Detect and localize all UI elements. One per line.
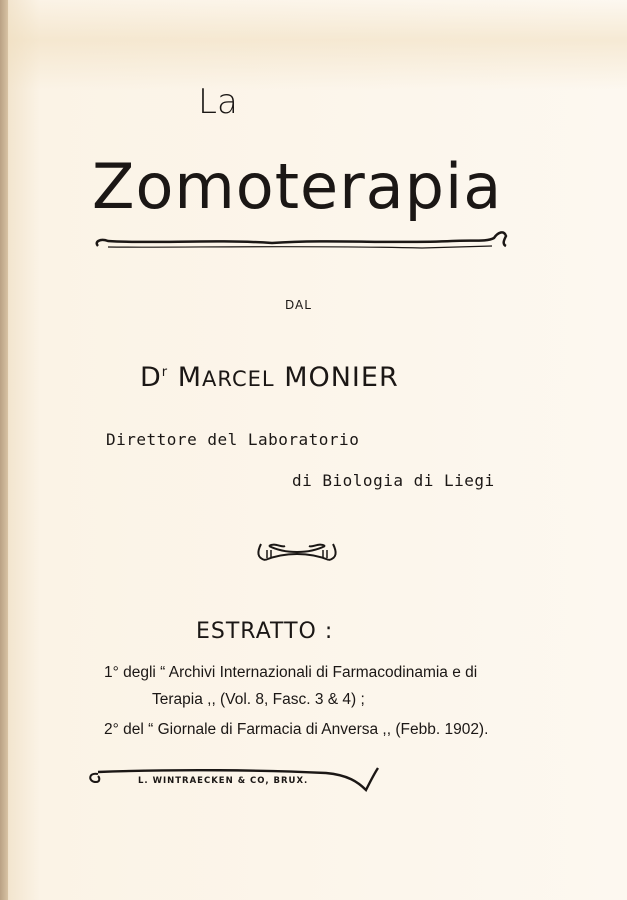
by-label: DAL	[285, 298, 312, 312]
affiliation-line-2: di Biologia di Liegi	[292, 471, 495, 490]
author-prefix-sup: r	[161, 365, 169, 380]
page-edge	[0, 0, 8, 900]
page-title: Zomoterapia	[92, 150, 503, 223]
citation-1-line-2: Terapia ,, (Vol. 8, Fasc. 3 & 4) ;	[152, 691, 365, 708]
author-prefix: D	[140, 362, 162, 393]
citation-2: 2° del “ Giornale di Farmacia di Anversa ,, (Febb. 1902).	[104, 721, 489, 738]
title-underline-ornament	[92, 226, 512, 254]
center-ornament	[255, 538, 339, 566]
affiliation-line-1: Direttore del Laboratorio	[106, 430, 360, 449]
author-first-rest: ARCEL	[202, 367, 275, 391]
printer-imprint: L. WINTRAECKEN & CO, BRUX.	[138, 776, 309, 786]
citation-1-line-1: 1° degli “ Archivi Internazionali di Farmacodinamia e di	[104, 664, 478, 681]
extract-heading: ESTRATTO :	[196, 619, 334, 644]
title-article: La	[198, 82, 238, 122]
author-name	[140, 362, 399, 393]
author-first-initial: M	[177, 362, 203, 393]
author-last: MONIER	[284, 362, 399, 393]
